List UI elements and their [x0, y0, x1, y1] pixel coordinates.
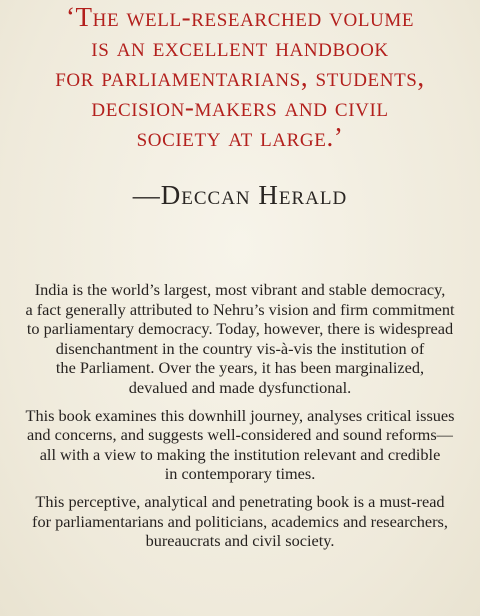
book-description — [0, 280, 480, 559]
description-paragraph — [0, 280, 480, 398]
description-line: India is the world’s largest, most vibrant and stable democracy, — [34, 280, 446, 299]
review-quote — [0, 2, 480, 152]
description-line: to parliamentary democracy. Today, however, there is widespread — [26, 319, 454, 339]
quote-line: decision-makers and civil — [91, 92, 389, 122]
description-line: a fact generally attributed to Nehru’s vision and firm commitment — [25, 299, 455, 319]
description-line: devalued and made dysfunctional. — [128, 377, 352, 397]
quote-line: is an excellent handbook — [91, 32, 389, 62]
description-line: for parliamentarians and politicians, academics and researchers, — [32, 511, 448, 531]
quote-attribution: —Deccan Herald — [132, 180, 348, 210]
description-paragraph — [0, 406, 480, 484]
description-line: This perceptive, analytical and penetrating book is a must-read — [35, 491, 445, 511]
quote-line: for parliamentarians, students, — [55, 62, 425, 92]
description-paragraph — [0, 492, 480, 551]
description-line: in contemporary times. — [164, 464, 316, 484]
description-line: and concerns, and suggests well-considered and sound reforms— — [27, 425, 453, 445]
description-line: This book examines this downhill journey, analyses critical issues — [25, 405, 455, 425]
quote-line: society at large.’ — [136, 122, 344, 152]
description-line: all with a view to making the institution relevant and credible — [39, 444, 441, 464]
description-line: disenchantment in the country vis-à-vis the institution of — [55, 338, 425, 358]
quote-line: ‘The well-researched volume — [65, 2, 415, 32]
description-line: bureaucrats and civil society. — [145, 531, 335, 551]
description-line: the Parliament. Over the years, it has been marginalized, — [55, 358, 425, 378]
